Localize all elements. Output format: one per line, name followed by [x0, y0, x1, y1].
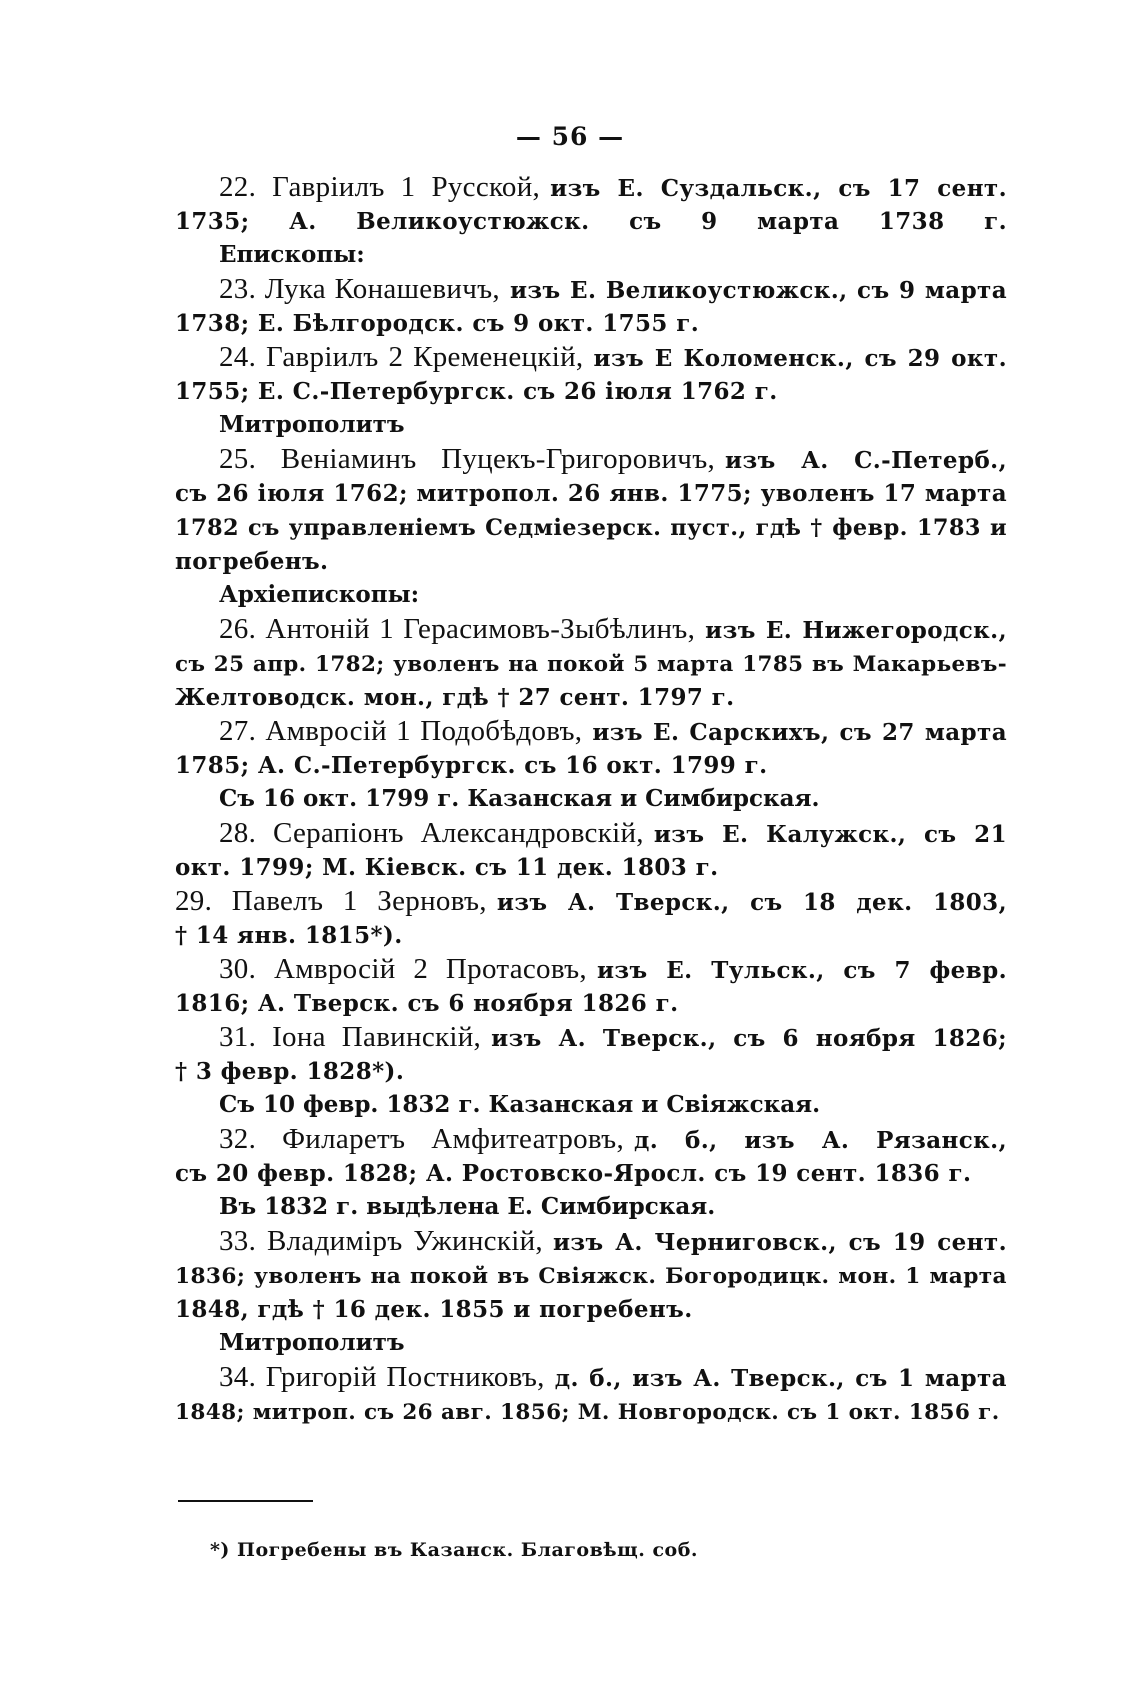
entry-23-line-2: 1738; Е. Бѣлгородск. съ 9 окт. 1755 г. [175, 310, 700, 337]
section-heading-kazan-sviyazhsk: Съ 10 февр. 1832 г. Казанская и Свіяжская. [219, 1091, 821, 1118]
entry-29-line-1: 29. Павелъ 1 Зерновъ, изъ А. Тверск., съ 18 дек. 1803, [175, 885, 1007, 917]
entry-28-line-2: окт. 1799; М. Кіевск. съ 11 дек. 1803 г. [175, 854, 719, 881]
section-heading-kazan-simbirsk: Съ 16 окт. 1799 г. Казанская и Симбирская. [219, 785, 820, 812]
entry-30-line-2: 1816; А. Тверск. съ 6 ноября 1826 г. [175, 990, 679, 1017]
entry-34-line-1: 34. Григорій Постниковъ, д. б., изъ А. Тверск., съ 1 марта [219, 1361, 1007, 1393]
entry-28-line-1: 28. Серапіонъ Александровскій, изъ Е. Калужск., съ 21 [219, 817, 1007, 849]
section-heading-metropolitan: Митрополитъ [219, 411, 405, 438]
page-number: — 56 — [515, 122, 625, 151]
entry-29-line-2: † 14 янв. 1815*). [175, 922, 403, 949]
main-text [175, 170, 1007, 1428]
entry-26-line-1: 26. Антоній 1 Герасимовъ-Зыбѣлинъ, изъ Е. Нижегородск., [219, 613, 1007, 645]
entry-26-line-3: Желтоводск. мон., гдѣ † 27 сент. 1797 г. [175, 684, 735, 711]
entry-26-line-2: съ 25 апр. 1782; уволенъ на покой 5 марта 1785 въ Макарьевъ- [175, 652, 1007, 677]
entry-22-line-2: 1735; А. Великоустюжск. съ 9 марта 1738 г. [175, 208, 1007, 235]
entry-24-line-2: 1755; Е. С.-Петербургск. съ 26 іюля 1762 г. [175, 378, 778, 405]
section-heading-bishops: Епископы: [219, 241, 365, 268]
footnote: *) Погребены въ Казанск. Благовѣщ. соб. [210, 1539, 698, 1561]
entry-33-line-2: 1836; уволенъ на покой въ Свіяжск. Богородицк. мон. 1 марта [175, 1264, 1007, 1289]
entry-25-line-4: погребенъ. [175, 548, 329, 575]
entry-23-line-1: 23. Лука Конашевичъ, изъ Е. Великоустюжск., съ 9 марта [219, 273, 1008, 305]
section-heading-archbishops: Архіепископы: [219, 581, 420, 608]
footnote-rule [178, 1500, 313, 1502]
note-simbirsk-separated: Въ 1832 г. выдѣлена Е. Симбирская. [219, 1193, 716, 1220]
entry-27-line-2: 1785; А. С.-Петербургск. съ 16 окт. 1799 г. [175, 752, 768, 779]
entry-32-line-2: съ 20 февр. 1828; А. Ростовско-Яросл. съ 19 сент. 1836 г. [175, 1160, 972, 1187]
entry-31-line-2: † 3 февр. 1828*). [175, 1058, 405, 1085]
entry-25-line-2: съ 26 іюля 1762; митропол. 26 янв. 1775; уволенъ 17 марта [175, 480, 1007, 507]
entry-31-line-1: 31. Іона Павинскій, изъ А. Тверск., съ 6 ноября 1826; [219, 1021, 1007, 1053]
entry-25-line-3: 1782 съ управленіемъ Седміезерск. пуст., гдѣ † февр. 1783 и [175, 515, 1007, 541]
entry-33-line-3: 1848, гдѣ † 16 дек. 1855 и погребенъ. [175, 1296, 693, 1323]
entry-34-line-2: 1848; митроп. съ 26 авг. 1856; М. Новгородск. съ 1 окт. 1856 г. [175, 1400, 1000, 1425]
entry-30-line-1: 30. Амвросій 2 Протасовъ, изъ Е. Тульск., съ 7 февр. [219, 953, 1007, 985]
entry-27-line-1: 27. Амвросій 1 Подобѣдовъ, изъ Е. Сарскихъ, съ 27 марта [219, 715, 1007, 747]
entry-33-line-1: 33. Владиміръ Ужинскій, изъ А. Черниговск., съ 19 сент. [219, 1225, 1007, 1257]
entry-22-line-1: 22. Гавріилъ 1 Русской, изъ Е. Суздальск., съ 17 сент. [219, 171, 1007, 203]
entry-25-line-1: 25. Веніаминъ Пуцекъ-Григоровичъ, изъ А. С.-Петерб., [219, 443, 1008, 475]
section-heading-metropolitan-2: Митрополитъ [219, 1329, 405, 1356]
entry-24-line-1: 24. Гавріилъ 2 Кременецкій, изъ Е Коломенск., съ 29 окт. [219, 341, 1007, 373]
entry-32-line-1: 32. Филаретъ Амфитеатровъ, д. б., изъ А. Рязанск., [219, 1123, 1007, 1155]
